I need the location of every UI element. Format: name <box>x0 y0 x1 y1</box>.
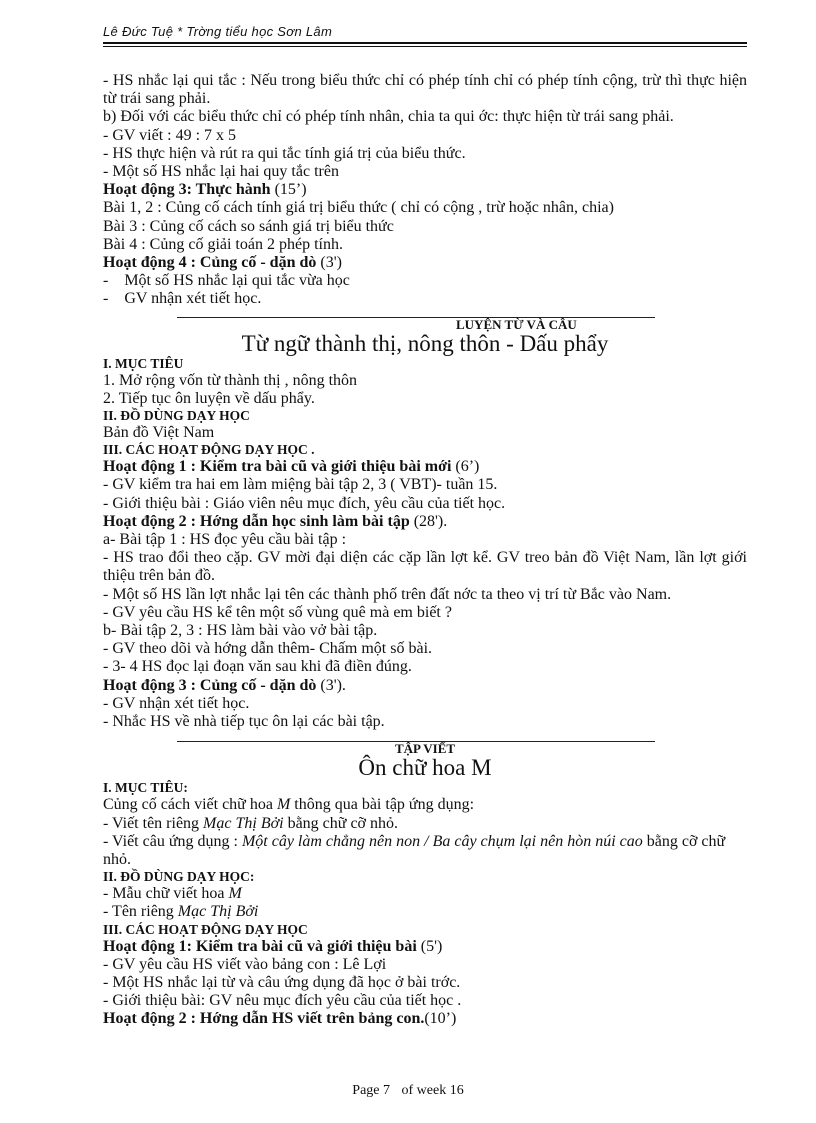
document-body <box>103 72 747 1029</box>
paragraph: - Viết tên riêng Mạc Thị Bởi bằng chữ cỡ nhỏ. <box>103 814 399 832</box>
paragraph: b) Đối với các biểu thức chỉ có phép tính nhân, chia ta qui ớc: thực hiện từ trái sang phải. <box>103 108 674 126</box>
section-title: Ôn chữ hoa M <box>358 755 492 781</box>
activity-heading: Hoạt động 4 : Củng cố - dặn dò (3') <box>103 254 342 272</box>
paragraph: Củng cố cách viết chữ hoa M thông qua bài tập ứng dụng: <box>103 796 475 814</box>
paragraph: - GV nhận xét tiết học. <box>103 694 250 712</box>
section-heading: I. MỤC TIÊU <box>103 355 184 371</box>
activity-heading: Hoạt động 2 : Hớng dẫn học sinh làm bài tập (28'). <box>103 512 448 530</box>
paragraph: - GV theo dõi và hớng dẫn thêm- Chấm một số bài. <box>103 640 433 658</box>
paragraph: - Giới thiệu bài : Giáo viên nêu mục đích, yêu cầu của tiết học. <box>103 494 506 512</box>
list-item: - GV nhận xét tiết học. <box>103 290 262 308</box>
paragraph: Bài 4 : Củng cố giải toán 2 phép tính. <box>103 235 343 253</box>
list-item: - Một số HS nhắc lại qui tắc vừa học <box>103 272 350 290</box>
paragraph: Bài 3 : Củng cố cách so sánh giá trị biểu thức <box>103 217 394 235</box>
week-label: of week 16 <box>401 1083 464 1098</box>
list-item: 1. Mở rộng vốn từ thành thị , nông thôn <box>103 371 358 389</box>
activity-heading: Hoạt động 1 : Kiểm tra bài cũ và giới thiệu bài mới (6’) <box>103 458 480 476</box>
page-footer <box>0 1083 816 1099</box>
paragraph: - GV yêu cầu HS viết vào bảng con : Lê Lợi <box>103 955 387 973</box>
paragraph: Bài 1, 2 : Củng cố cách tính giá trị biểu thức ( chỉ có cộng , trừ hoặc nhân, chia) <box>103 199 614 217</box>
list-item: 2. Tiếp tục ôn luyện về dấu phẩy. <box>103 389 315 407</box>
paragraph: - Một số HS lần lợt nhắc lại tên các thành phố trên đất nớc ta theo vị trí từ Bắc vào Nam. <box>103 585 672 603</box>
paragraph: - Viết câu ứng dụng : Một cây làm chẳng nên non / Ba cây chụm lại nên hòn núi cao bằng cỡ chữ nhỏ. <box>103 832 726 868</box>
activity-heading: Hoạt động 3 : Củng cố - dặn dò (3'). <box>103 676 346 694</box>
header-rule-thin <box>103 46 747 47</box>
paragraph: - GV viết : 49 : 7 x 5 <box>103 126 237 144</box>
activity-heading: Hoạt động 2 : Hớng dẫn HS viết trên bảng con.(10’) <box>103 1010 457 1028</box>
paragraph: b- Bài tập 2, 3 : HS làm bài vào vở bài tập. <box>103 622 378 640</box>
paragraph: - Một HS nhắc lại từ và câu ứng dụng đã học ở bài trớc. <box>103 973 461 991</box>
paragraph: - GV yêu cầu HS kể tên một số vùng quê mà em biết ? <box>103 603 452 621</box>
paragraph: - Một số HS nhắc lại hai quy tắc trên <box>103 163 339 181</box>
paragraph: - Tên riêng Mạc Thị Bởi <box>103 903 259 921</box>
paragraph: a- Bài tập 1 : HS đọc yêu cầu bài tập : <box>103 531 347 549</box>
activity-heading: Hoạt động 1: Kiểm tra bài cũ và giới thiệu bài (5') <box>103 937 443 955</box>
section-label: TẬP VIẾT <box>394 741 456 757</box>
section-heading: I. MỤC TIÊU: <box>103 780 188 796</box>
page-number: Page 7 <box>352 1083 390 1098</box>
paragraph: - HS trao đổi theo cặp. GV mời đại diện các cặp lần lợt kể. GV treo bản đồ Việt Nam, lần lợt giới thiệu trên bản đồ. <box>103 549 747 585</box>
paragraph: Bản đồ Việt Nam <box>103 424 215 442</box>
header-rule <box>103 42 747 44</box>
section-heading: III. CÁC HOẠT ĐỘNG DẠY HỌC . <box>103 442 315 458</box>
section-heading: III. CÁC HOẠT ĐỘNG DẠY HỌC <box>103 921 308 937</box>
paragraph: - HS nhắc lại qui tắc : Nếu trong biểu thức chỉ có phép tính chỉ có phép tính cộng, trừ thì thực hiện từ trái sang phải. <box>103 72 747 108</box>
section-heading: II. ĐỒ DÙNG DẠY HỌC <box>103 408 250 424</box>
paragraph: - HS thực hiện và rút ra qui tắc tính giá trị của biểu thức. <box>103 144 466 162</box>
activity-heading: Hoạt động 3: Thực hành (15’) <box>103 181 307 199</box>
paragraph: - 3- 4 HS đọc lại đoạn văn sau khi đã điền đúng. <box>103 658 412 676</box>
paragraph: - Mẫu chữ viết hoa M <box>103 885 242 903</box>
paragraph: - GV kiểm tra hai em làm miệng bài tập 2, 3 ( VBT)- tuần 15. <box>103 476 498 494</box>
section-label: LUYỆN TỪ VÀ CÂU <box>456 316 577 332</box>
page-header: Lê Đức Tuệ * Trờng tiểu học Sơn Lâm <box>103 24 333 39</box>
section-title: Từ ngữ thành thị, nông thôn - Dấu phẩy <box>241 330 609 356</box>
section-heading: II. ĐỒ DÙNG DẠY HỌC: <box>103 869 255 885</box>
paragraph: - Nhắc HS về nhà tiếp tục ôn lại các bài tập. <box>103 713 385 731</box>
paragraph: - Giới thiệu bài: GV nêu mục đích yêu cầu của tiết học . <box>103 992 462 1010</box>
